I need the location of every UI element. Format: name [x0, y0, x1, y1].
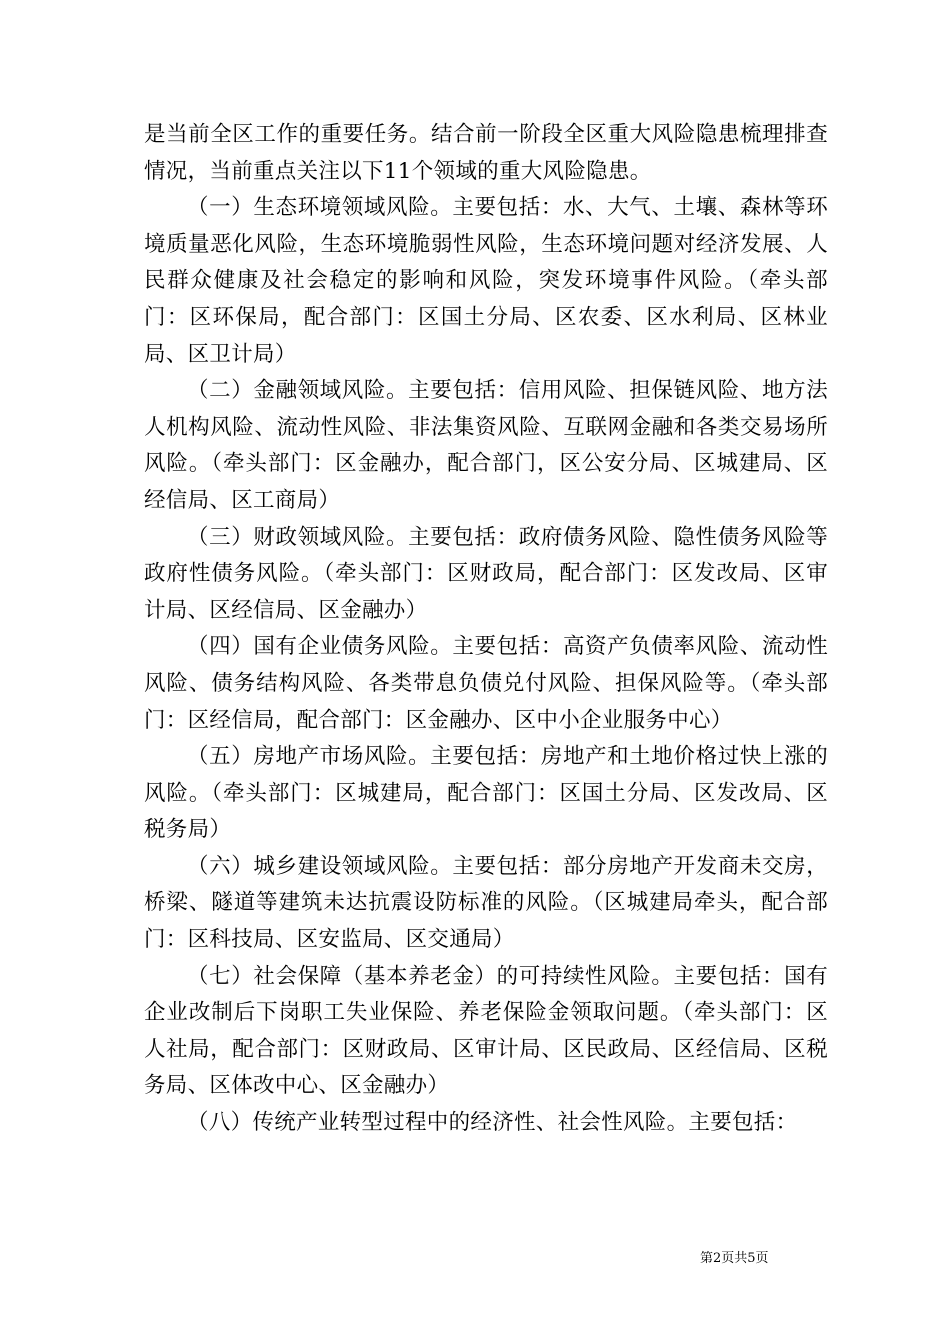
paragraph-industry-transition-risk: （八）传统产业转型过程中的经济性、社会性风险。主要包括：	[187, 1110, 798, 1136]
document-body	[144, 117, 828, 1142]
paragraph-intro-continuation: 是当前全区工作的重要任务。结合前一阶段全区重大风险隐患梳理排查情况，当前重点关注以下11个领域的重大风险隐患。	[144, 122, 828, 184]
paragraph-real-estate-risk: （五）房地产市场风险。主要包括：房地产和土地价格过快上涨的风险。（牵头部门：区城建局，配合部门：区国土分局、区发改局、区税务局）	[144, 744, 828, 843]
paragraph-financial-risk: （二）金融领域风险。主要包括：信用风险、担保链风险、地方法人机构风险、流动性风险、非法集资风险、互联网金融和各类交易场所风险。（牵头部门：区金融办，配合部门，区公安分局、区城建局、区经信局、区工商局）	[144, 378, 828, 513]
paragraph-urban-construction-risk: （六）城乡建设领域风险。主要包括：部分房地产开发商未交房，桥梁、隧道等建筑未达抗震设防标准的风险。（区城建局牵头，配合部门：区科技局、区安监局、区交通局）	[144, 853, 828, 953]
page-number: 第2页共5页	[700, 1251, 769, 1266]
paragraph-social-security-risk: （七）社会保障（基本养老金）的可持续性风险。主要包括：国有企业改制后下岗职工失业保险、养老保险金领取问题。（牵头部门：区人社局，配合部门：区财政局、区审计局、区民政局、区经信局、区税务局、区体改中心、区金融办）	[144, 963, 828, 1099]
paragraph-ecological-risk: （一）生态环境领域风险。主要包括：水、大气、土壤、森林等环境质量恶化风险，生态环境脆弱性风险，生态环境问题对经济发展、人民群众健康及社会稳定的影响和风险，突发环境事件风险。（牵头部门：区环保局，配合部门：区国土分局、区农委、区水利局、区林业局、区卫计局）	[144, 195, 828, 367]
paragraph-fiscal-risk: （三）财政领域风险。主要包括：政府债务风险、隐性债务风险等政府性债务风险。（牵头部门：区财政局，配合部门：区发改局、区审计局、区经信局、区金融办）	[144, 524, 828, 623]
paragraph-soe-debt-risk: （四）国有企业债务风险。主要包括：高资产负债率风险、流动性风险、债务结构风险、各类带息负债兑付风险、担保风险等。（牵头部门：区经信局，配合部门：区金融办、区中小企业服务中心）	[144, 634, 828, 733]
